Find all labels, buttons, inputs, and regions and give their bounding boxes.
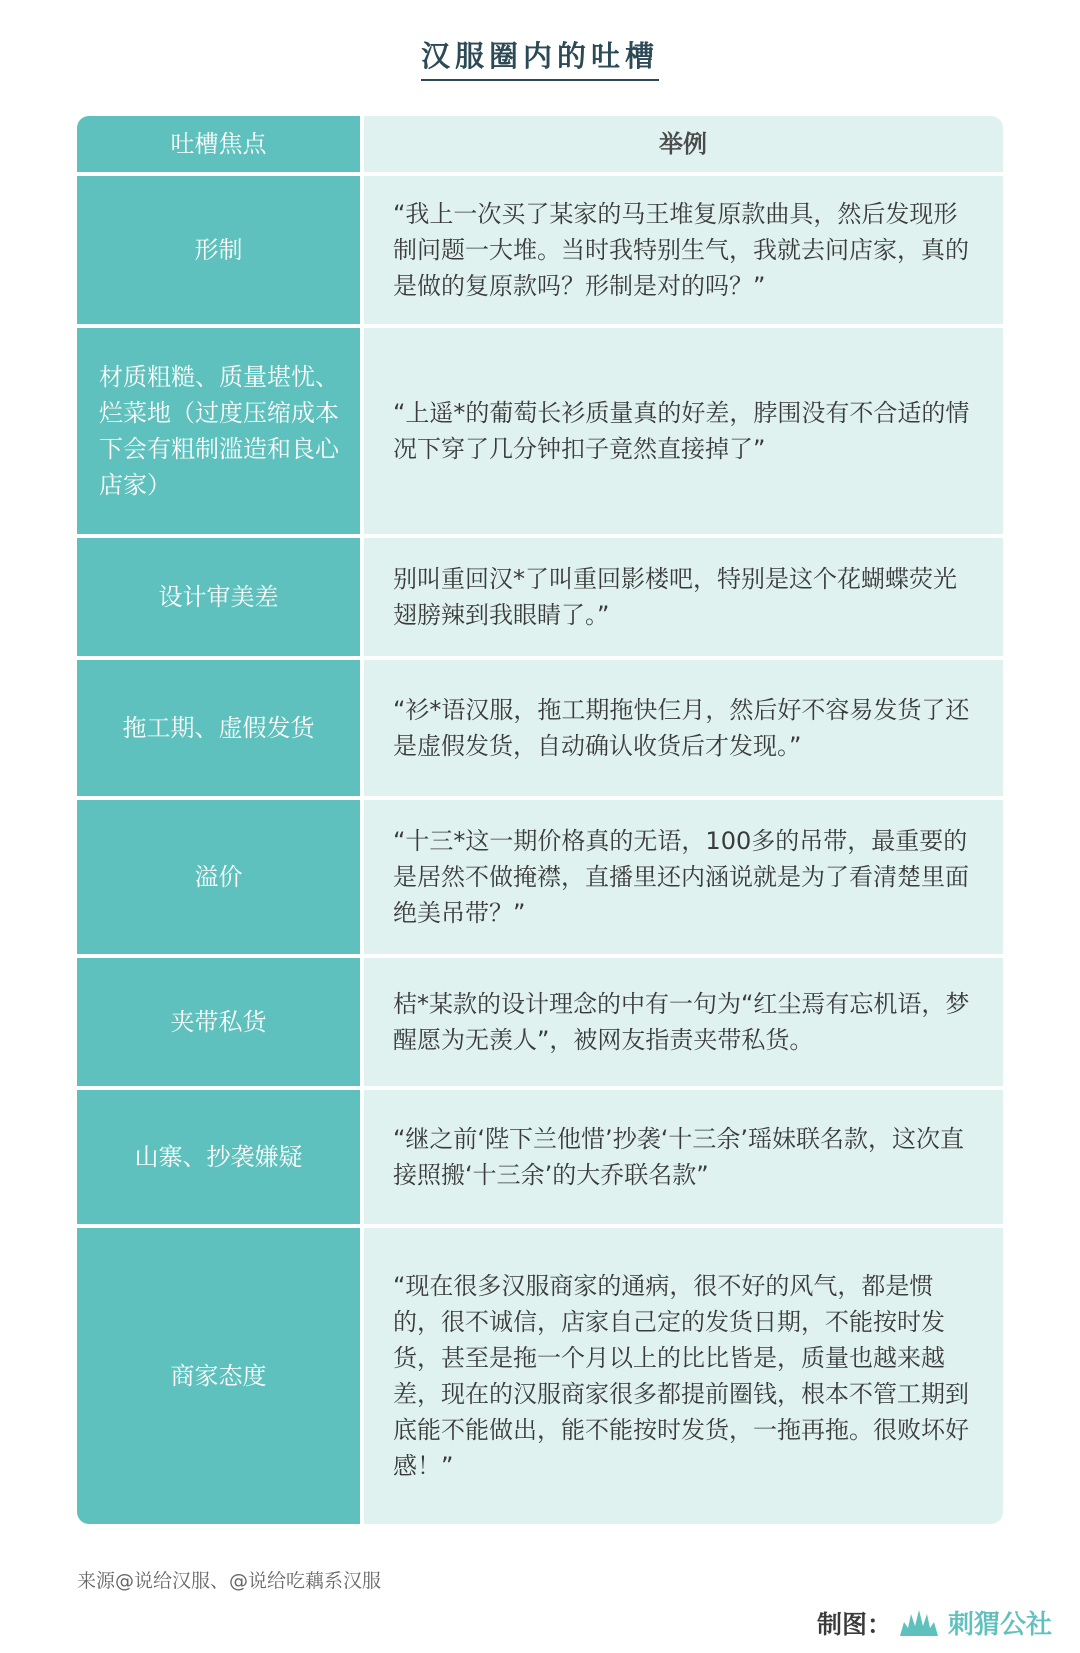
table-row — [77, 954, 1003, 1086]
table-row — [77, 1086, 1003, 1224]
focus-cell: 山寨、抄袭嫌疑 — [77, 1090, 364, 1224]
hedgehog-logo-icon — [898, 1608, 940, 1638]
table-row — [77, 534, 1003, 656]
table-row — [77, 656, 1003, 796]
example-cell: “衫*语汉服，拖工期拖快仨月，然后好不容易发货了还是虚假发货，自动确认收货后才发现。” — [364, 660, 1003, 796]
example-cell: “我上一次买了某家的马王堆复原款曲具，然后发现形制问题一大堆。当时我特别生气，我就去问店家，真的是做的复原款吗？形制是对的吗？” — [364, 176, 1003, 324]
brand-name: 刺猬公社 — [947, 1610, 1052, 1640]
example-cell: “继之前‘陛下兰他惜’抄袭‘十三余’瑶妹联名款，这次直接照搬‘十三余’的大乔联名款” — [364, 1090, 1003, 1224]
focus-cell: 拖工期、虚假发货 — [77, 660, 364, 796]
focus-cell: 设计审美差 — [77, 538, 364, 656]
example-cell: “现在很多汉服商家的通病，很不好的风气，都是惯的，很不诚信，店家自己定的发货日期，不能按时发货，甚至是拖一个月以上的比比皆是，质量也越来越差，现在的汉服商家很多都提前圈钱，根本不管工期到底能不能做出，能不能按时发货，一拖再拖。很败坏好感！” — [364, 1228, 1003, 1524]
example-cell: 别叫重回汉*了叫重回影楼吧，特别是这个花蝴蝶荧光翅膀辣到我眼睛了。” — [364, 538, 1003, 656]
example-cell: 桔*某款的设计理念的中有一句为“红尘焉有忘机语，梦醒愿为无羡人”，被网友指责夹带私货。 — [364, 958, 1003, 1086]
complaint-table — [77, 116, 1003, 1524]
header-focus: 吐槽焦点 — [77, 116, 364, 172]
example-cell: “上遥*的葡萄长衫质量真的好差，脖围没有不合适的情况下穿了几分钟扣子竟然直接掉了” — [364, 328, 1003, 534]
credit-label: 制图： — [816, 1609, 892, 1639]
header-example: 举例 — [364, 116, 1003, 172]
table-row — [77, 172, 1003, 324]
focus-cell: 材质粗糙、质量堪忧、烂菜地（过度压缩成本下会有粗制滥造和良心店家） — [77, 328, 364, 534]
focus-cell: 形制 — [77, 176, 364, 324]
focus-cell: 溢价 — [77, 800, 364, 954]
focus-cell: 商家态度 — [77, 1228, 364, 1524]
chart-credit — [817, 1604, 1052, 1641]
page-title-text: 汉服圈内的吐槽 — [421, 34, 659, 81]
page-title — [0, 34, 1080, 81]
table-row — [77, 1224, 1003, 1524]
source-note: 来源@说给汉服、@说给吃藕系汉服 — [77, 1570, 382, 1592]
table-row — [77, 796, 1003, 954]
focus-cell: 夹带私货 — [77, 958, 364, 1086]
table-header-row — [77, 116, 1003, 172]
table-row — [77, 324, 1003, 534]
example-cell: “十三*这一期价格真的无语，100多的吊带，最重要的是居然不做掩襟，直播里还内涵说就是为了看清楚里面绝美吊带？” — [364, 800, 1003, 954]
